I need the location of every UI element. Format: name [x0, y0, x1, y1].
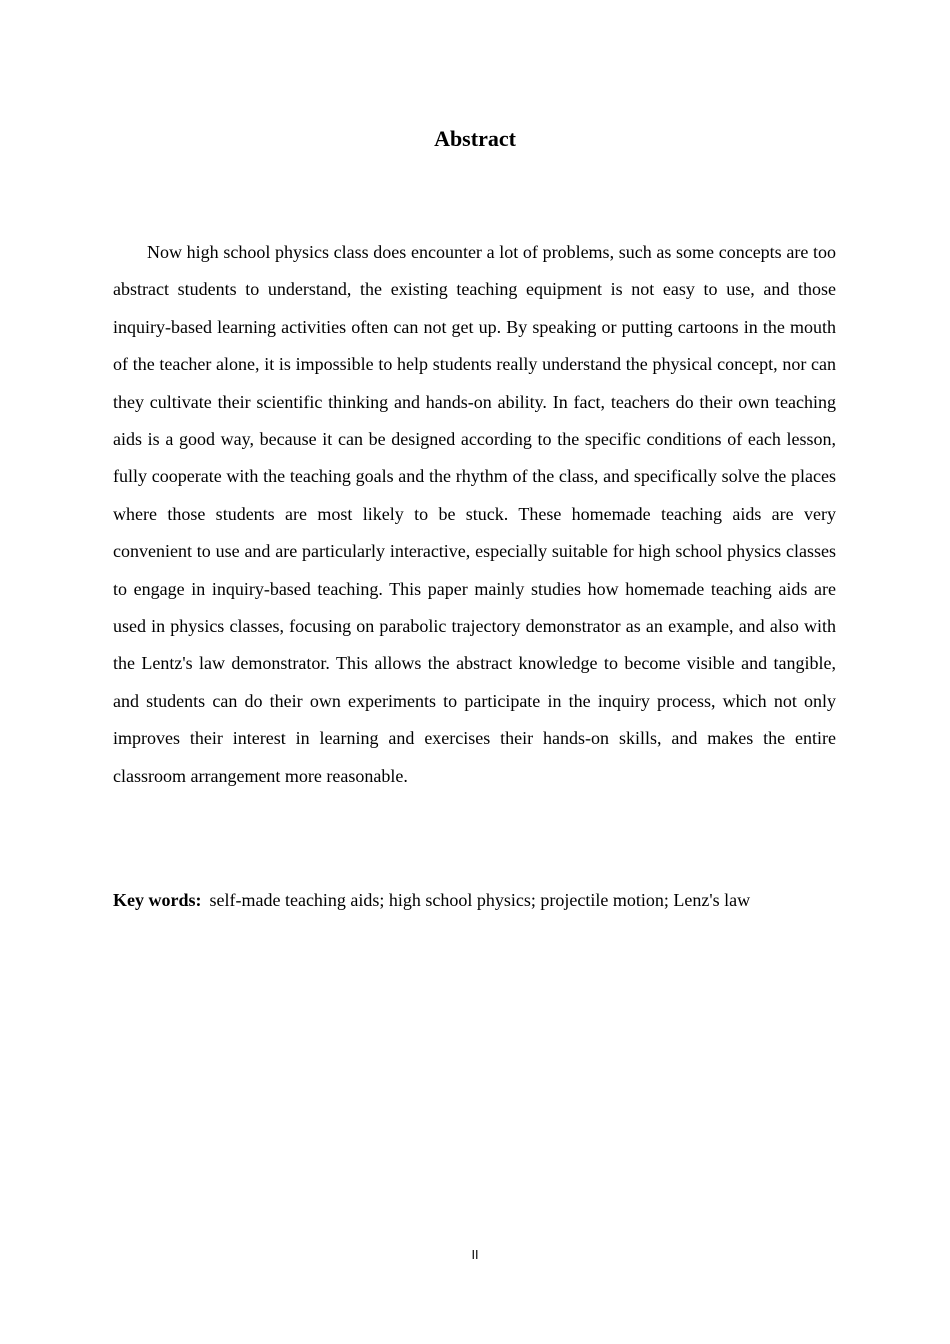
keywords-line — [113, 882, 836, 919]
keywords-list: self-made teaching aids; high school physics; projectile motion; Lenz's law — [209, 890, 751, 910]
abstract-title: Abstract — [434, 126, 516, 151]
keywords-colon: : — [195, 890, 202, 910]
keywords-label: Key words — [113, 890, 196, 910]
page-number: II — [471, 1248, 479, 1262]
abstract-paragraph: Now high school physics class does encounter a lot of problems, such as some concepts are too abstract students to understand, the existing teaching equipment is not easy to use, and those inquiry-based learning activities often can not get up. By speaking or putting cartoons in the mouth of the teacher alone, it is impossible to help students really understand the physical concept, nor can they cultivate their scientific thinking and hands-on ability. In fact, teachers do their own teaching aids is a good way, because it can be designed according to the specific conditions of each lesson, fully cooperate with the teaching goals and the rhythm of the class, and specifically solve the places where those students are most likely to be stuck. These homemade teaching aids are very convenient to use and are particularly interactive, especially suitable for high school physics classes to engage in inquiry-based teaching. This paper mainly studies how homemade teaching aids are used in physics classes, focusing on parabolic trajectory demonstrator as an example, and also with the Lentz's law demonstrator. This allows the abstract knowledge to become visible and tangible, and students can do their own experiments to participate in the inquiry process, which not only improves their interest in learning and exercises their hands-on skills, and makes the entire classroom arrangement more reasonable. — [113, 242, 836, 786]
